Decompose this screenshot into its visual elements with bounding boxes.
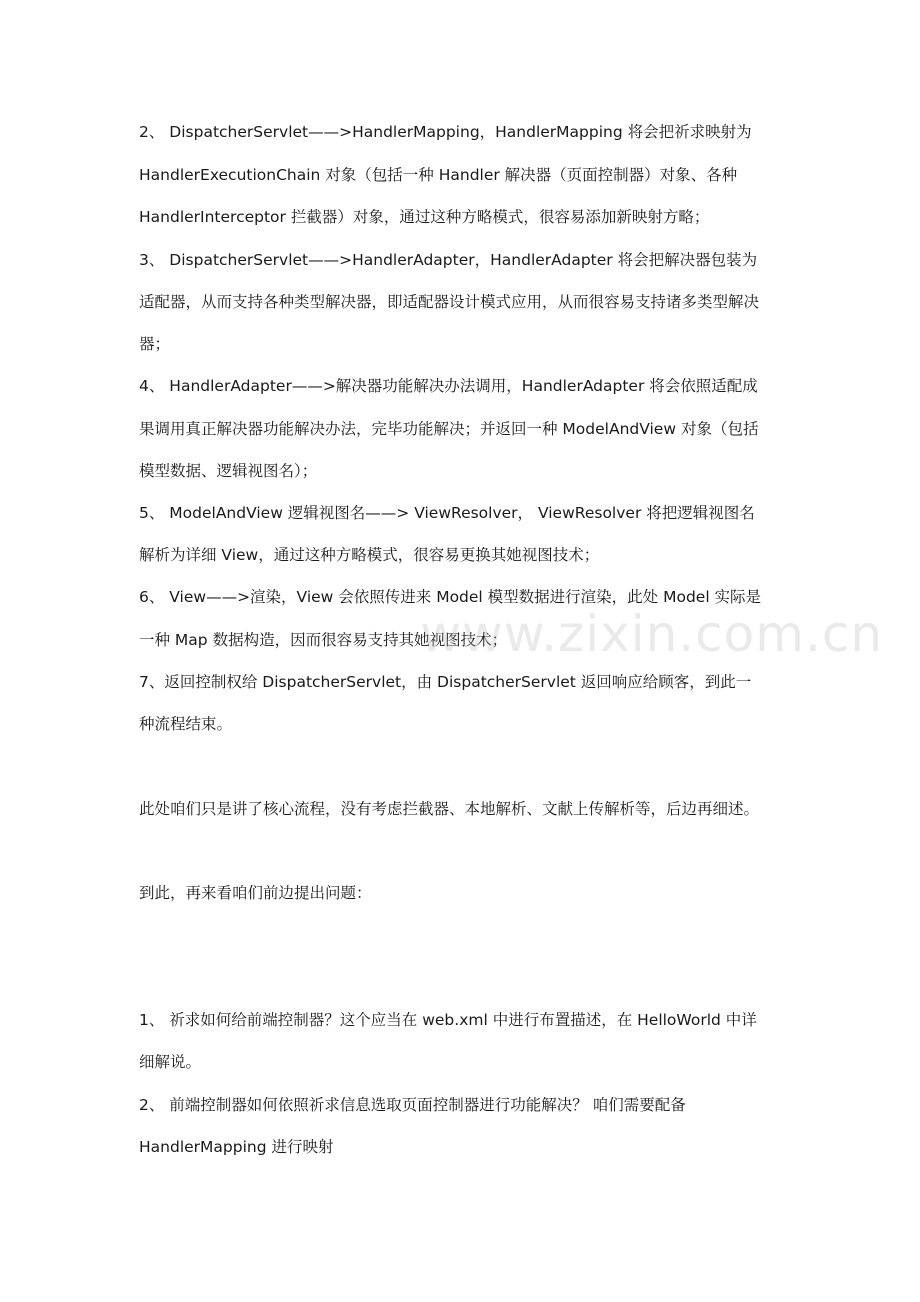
paragraph-line: 器； [139,335,171,353]
paragraph-line: 模型数据、逻辑视图名）； [139,462,318,480]
paragraph-line: 细解说。 [139,1053,202,1071]
paragraph-line: 7、返回控制权给 DispatcherServlet，由 DispatcherServlet 返回响应给顾客，到此一 [139,673,752,691]
paragraph-line: 5、 ModelAndView 逻辑视图名——> ViewResolver， ViewResolver 将把逻辑视图名 [139,504,755,522]
paragraph-line: HandlerMapping 进行映射 [139,1138,334,1156]
paragraph-line: 2、 前端控制器如何依照祈求信息选取页面控制器进行功能解决？ 咱们需要配备 [139,1096,686,1114]
paragraph-line: 一种 Map 数据构造，因而很容易支持其她视图技术； [139,631,508,649]
paragraph-line: 2、 DispatcherServlet——>HandlerMapping，HandlerMapping 将会把祈求映射为 [139,123,752,141]
paragraph-line: 此处咱们只是讲了核心流程，没有考虑拦截器、本地解析、文献上传解析等，后边再细述。 [139,800,760,818]
paragraph-line: 到此，再来看咱们前边提出问题： [139,884,372,902]
paragraph-line: 果调用真正解决器功能解决办法，完毕功能解决；并返回一种 ModelAndView 对象（包括 [139,420,759,438]
paragraph-line: 1、 祈求如何给前端控制器？这个应当在 web.xml 中进行布置描述，在 HelloWorld 中详 [139,1011,757,1029]
paragraph-line: 解析为详细 View，通过这种方略模式，很容易更换其她视图技术； [139,546,600,564]
watermark: www.zixin.com.cn [420,605,884,663]
paragraph-line: 适配器，从而支持各种类型解决器，即适配器设计模式应用，从而很容易支持诸多类型解决 [139,293,760,311]
paragraph-line: 3、 DispatcherServlet——>HandlerAdapter，HandlerAdapter 将会把解决器包装为 [139,251,758,269]
paragraph-line: HandlerExecutionChain 对象（包括一种 Handler 解决器（页面控制器）对象、各种 [139,166,738,184]
paragraph-line: 4、 HandlerAdapter——>解决器功能解决办法调用，HandlerAdapter 将会依照适配成 [139,377,758,395]
paragraph-line: 种流程结束。 [139,715,233,733]
paragraph-line: HandlerInterceptor 拦截器）对象，通过这种方略模式，很容易添加新映射方略； [139,208,710,226]
paragraph-line: 6、 View——>渲染，View 会依照传进来 Model 模型数据进行渲染，此处 Model 实际是 [139,588,762,606]
